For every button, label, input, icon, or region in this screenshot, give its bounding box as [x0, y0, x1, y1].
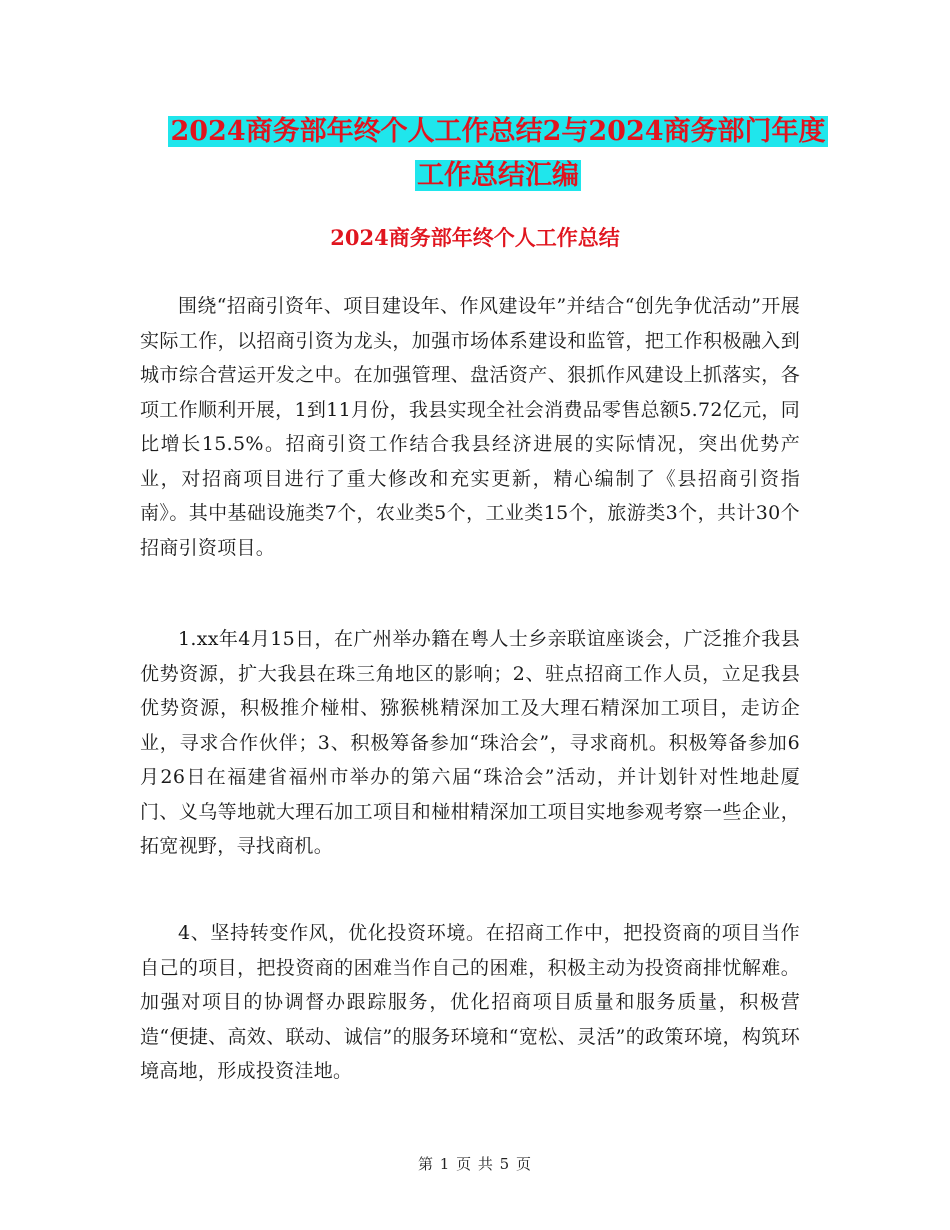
- document-title-line-1: [120, 109, 876, 155]
- document-title-line-2: [120, 153, 876, 199]
- title-text-2: 工作总结汇编: [417, 160, 579, 191]
- body-paragraph: 围绕“招商引资年、项目建设年、作风建设年”并结合“创先争优活动”开展实际工作，以招商引资为龙头，加强市场体系建设和监管，把工作积极融入到城市综合营运开发之中。在加强管理、盘活资产、狠抓作风建设上抓落实，各项工作顺利开展，1到11月份，我县实现全社会消费品零售总额5.72亿元，同比增长15.5%。招商引资工作结合我县经济进展的实际情况，突出优势产业，对招商项目进行了重大修改和充实更新，精心编制了《县招商引资指南》。其中基础设施类7个，农业类5个，工业类15个，旅游类3个，共计30个招商引资项目。: [140, 295, 800, 559]
- body-paragraph: 1.xx年4月15日，在广州举办籍在粤人士乡亲联谊座谈会，广泛推介我县优势资源，扩大我县在珠三角地区的影响；2、驻点招商工作人员，立足我县优势资源，积极推介椪柑、猕猴桃精深加工及大理石精深加工项目，走访企业，寻求合作伙伴；3、积极筹备参加“珠洽会”，寻求商机。积极筹备参加6月26日在福建省福州市举办的第六届“珠洽会”活动，并计划针对性地赴厦门、义乌等地就大理石加工项目和椪柑精深加工项目实地参观考察一些企业，拓宽视野，寻找商机。: [140, 628, 800, 857]
- title-text-1: 2024商务部年终个人工作总结2与2024商务部门年度: [170, 116, 826, 147]
- section-title: 2024商务部年终个人工作总结: [330, 225, 620, 250]
- body-paragraph-3-block: [140, 916, 800, 1089]
- body-paragraph: 4、坚持转变作风，优化投资环境。在招商工作中，把投资商的项目当作自己的项目，把投资商的困难当作自己的困难，积极主动为投资商排忧解难。加强对项目的协调督办跟踪服务，优化招商项目质量和服务质量，积极营造“便捷、高效、联动、诚信”的服务环境和“宽松、灵活”的政策环境，构筑环境高地，形成投资洼地。: [140, 922, 800, 1082]
- body-paragraph-1-block: [140, 289, 800, 565]
- body-paragraph-2-block: [140, 622, 800, 864]
- page-footer: 第 1 页 共 5 页: [418, 1155, 532, 1173]
